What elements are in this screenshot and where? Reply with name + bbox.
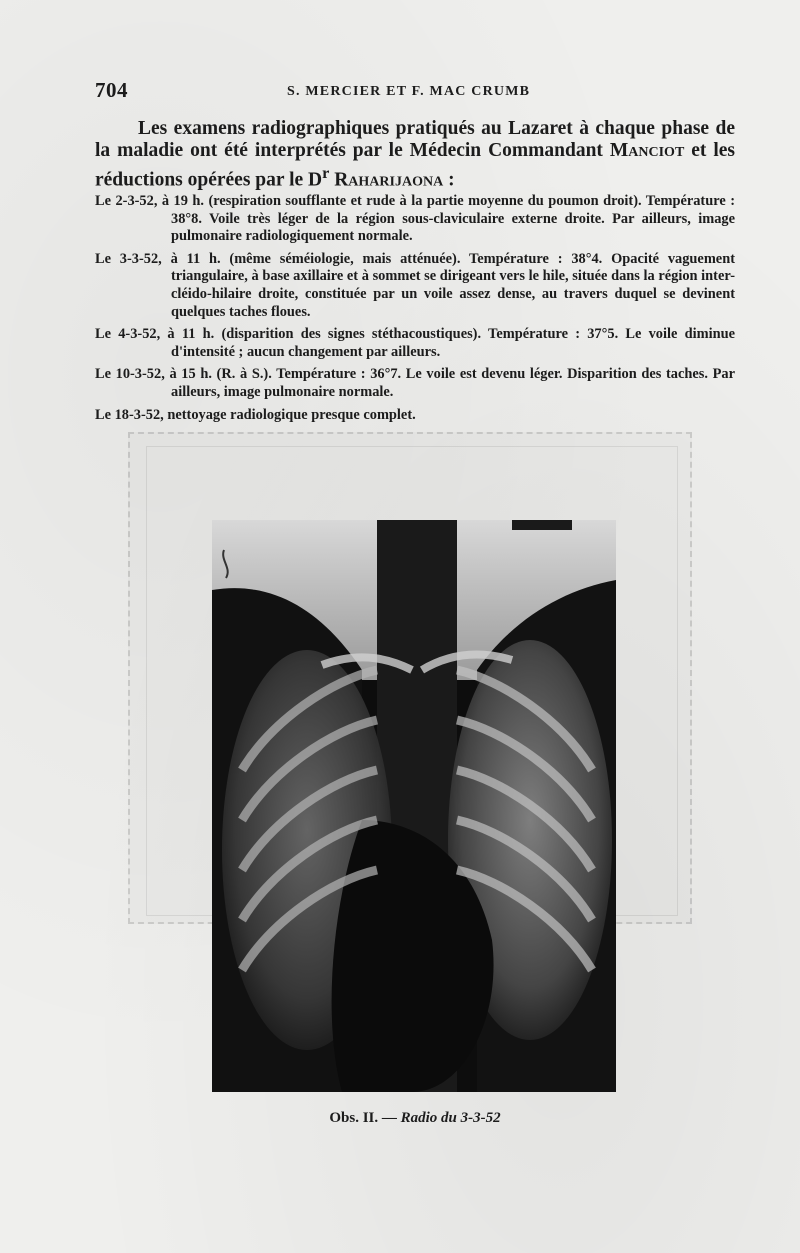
page-header [95,78,735,104]
exam-entry [95,193,735,246]
caption-radio: Radio du 3-3-52 [400,1110,501,1126]
intro-text-3: : [443,169,455,191]
entry-text: nettoyage radiologique presque complet. [163,406,416,423]
entry-date: Le 2-3-52, [95,193,158,209]
running-head: S. MERCIER ET F. MAC CRUMB [287,84,531,99]
page-number: 704 [95,78,128,102]
caption-dash: — [378,1110,401,1126]
entry-text: à 19 h. (respiration soufflante et rude à la partie moyenne du poumon droit). Température : 38°8. Voile très léger de la région sous-claviculaire externe droite. Par ailleurs, image pulmonaire radiologiquement normale. [157,193,735,245]
chest-radiograph [212,520,616,1092]
exam-entry [95,407,735,425]
intro-text-2: et les réductions opérées par le D [95,140,735,191]
entry-text: à 11 h. (même séméiologie, mais atténuée). Température : 38°4. Opacité vaguement triangulaire, à base axillaire et à sommet se dirigeant vers le hile, située dans la région inter-cléido-hilaire droite, constituée par un voile assez dense, au travers duquel se devinent quelques taches floues. [161,250,735,320]
caption-obs: Obs. II. [329,1110,379,1126]
exam-entries [95,193,735,429]
exam-entry [95,326,735,361]
entry-date: Le 18-3-52, [95,406,164,423]
exam-entry [95,251,735,321]
entry-date: Le 3-3-52, [95,250,162,267]
intro-paragraph [95,118,735,192]
intro-superscript: r [322,164,330,182]
intro-name-raharijaona: Raharijaona [334,169,444,191]
intro-name-manciot: Manciot [609,140,685,161]
entry-date: Le 10-3-52, [95,366,165,383]
figure-caption [95,1110,735,1127]
exam-entry [95,366,735,401]
radiograph-image [212,520,616,1092]
entry-text: à 11 h. (disparition des signes stéthacoustiques). Température : 37°5. Le voile diminue d'intensité ; aucun changement par ailleurs. [160,326,735,360]
intro-text-1: Les examens radiographiques pratiqués au Lazaret à chaque phase de la maladie ont été interprétés par le Médecin Commandant [95,118,735,161]
entry-date: Le 4-3-52, [95,326,161,343]
entry-text: à 15 h. (R. à S.). Température : 36°7. Le voile est devenu léger. Disparition des taches. Par ailleurs, image pulmonaire normale. [164,366,735,400]
